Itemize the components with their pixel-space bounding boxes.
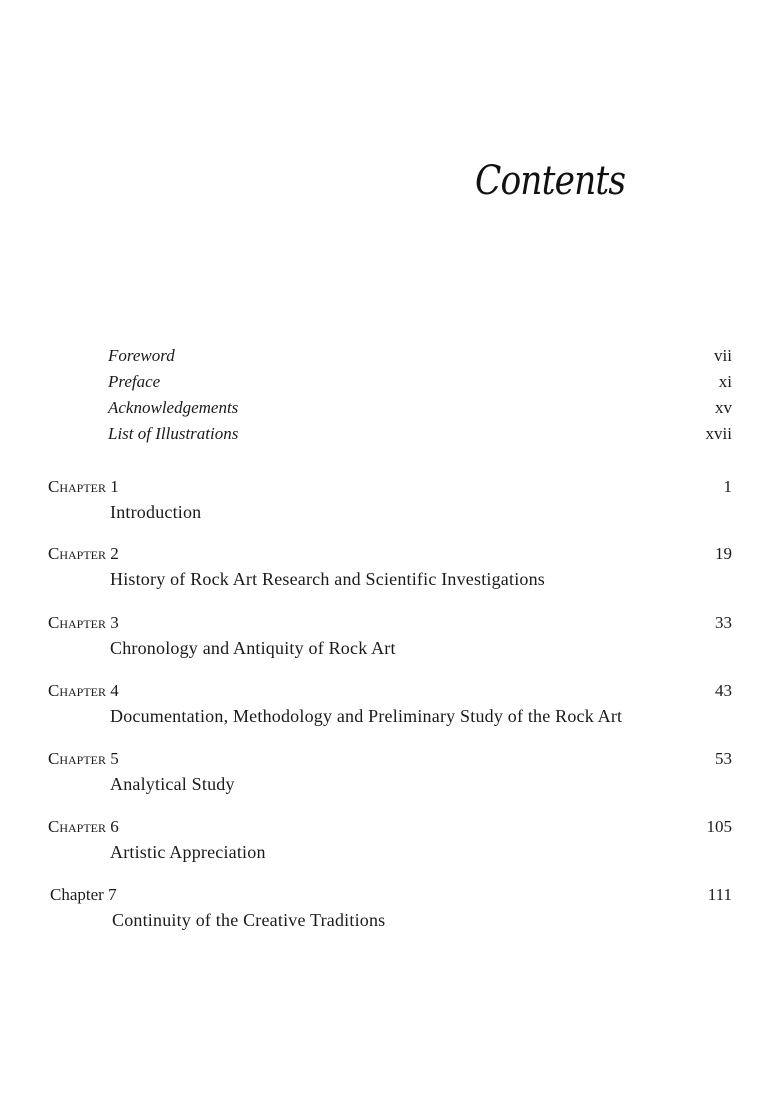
toc-entry-page: vii bbox=[714, 346, 732, 365]
chapter-heading: Chapter 2 bbox=[48, 544, 119, 563]
chapter-heading: Chapter 6 bbox=[48, 817, 119, 836]
chapter-heading: Chapter 1 bbox=[48, 477, 119, 496]
toc-entry-list-of-illustrations[interactable] bbox=[108, 422, 732, 446]
toc-entry-page: xvii bbox=[705, 424, 732, 443]
chapter-title: Documentation, Methodology and Preliminary Study of the Rock Art bbox=[110, 706, 623, 726]
toc-chapter-4[interactable] bbox=[48, 679, 732, 735]
chapter-heading: Chapter 4 bbox=[48, 681, 119, 700]
chapter-title: Chronology and Antiquity of Rock Art bbox=[110, 638, 396, 658]
chapter-page: 33 bbox=[715, 613, 732, 632]
toc-entry-page: xv bbox=[715, 398, 732, 417]
chapter-page: 111 bbox=[707, 885, 732, 904]
toc-entry-acknowledgements[interactable] bbox=[108, 396, 732, 420]
toc-entry-label: List of Illustrations bbox=[108, 424, 239, 443]
toc-chapter-6[interactable] bbox=[48, 815, 732, 871]
chapter-title: Analytical Study bbox=[110, 774, 235, 794]
toc-chapter-1[interactable] bbox=[48, 475, 732, 531]
chapter-title: History of Rock Art Research and Scientific Investigations bbox=[110, 569, 546, 589]
toc-entry-preface[interactable] bbox=[108, 370, 732, 394]
chapter-page: 19 bbox=[715, 544, 732, 563]
toc-entry-page: xi bbox=[718, 372, 732, 391]
chapter-page: 53 bbox=[715, 749, 732, 768]
chapter-title: Artistic Appreciation bbox=[110, 842, 266, 862]
toc-entry-foreword[interactable] bbox=[108, 344, 732, 368]
toc-entry-label: Preface bbox=[108, 372, 161, 391]
chapter-title: Introduction bbox=[110, 502, 202, 522]
page-title: Contents bbox=[475, 158, 626, 204]
toc-entry-label: Acknowledgements bbox=[108, 398, 239, 417]
toc-chapter-3[interactable] bbox=[48, 611, 732, 667]
chapter-page: 43 bbox=[715, 681, 732, 700]
toc-entry-label: Foreword bbox=[108, 346, 175, 365]
toc-chapter-5[interactable] bbox=[48, 747, 732, 803]
chapter-page: 105 bbox=[706, 817, 732, 836]
chapter-page: 1 bbox=[723, 477, 732, 496]
chapter-title: Continuity of the Creative Traditions bbox=[112, 910, 386, 930]
chapter-heading: Chapter 5 bbox=[48, 749, 119, 768]
toc-chapter-2[interactable] bbox=[48, 542, 732, 598]
chapter-heading: Chapter 3 bbox=[48, 613, 119, 632]
chapter-heading: Chapter 7 bbox=[50, 885, 117, 904]
toc-chapter-7[interactable] bbox=[50, 883, 732, 939]
